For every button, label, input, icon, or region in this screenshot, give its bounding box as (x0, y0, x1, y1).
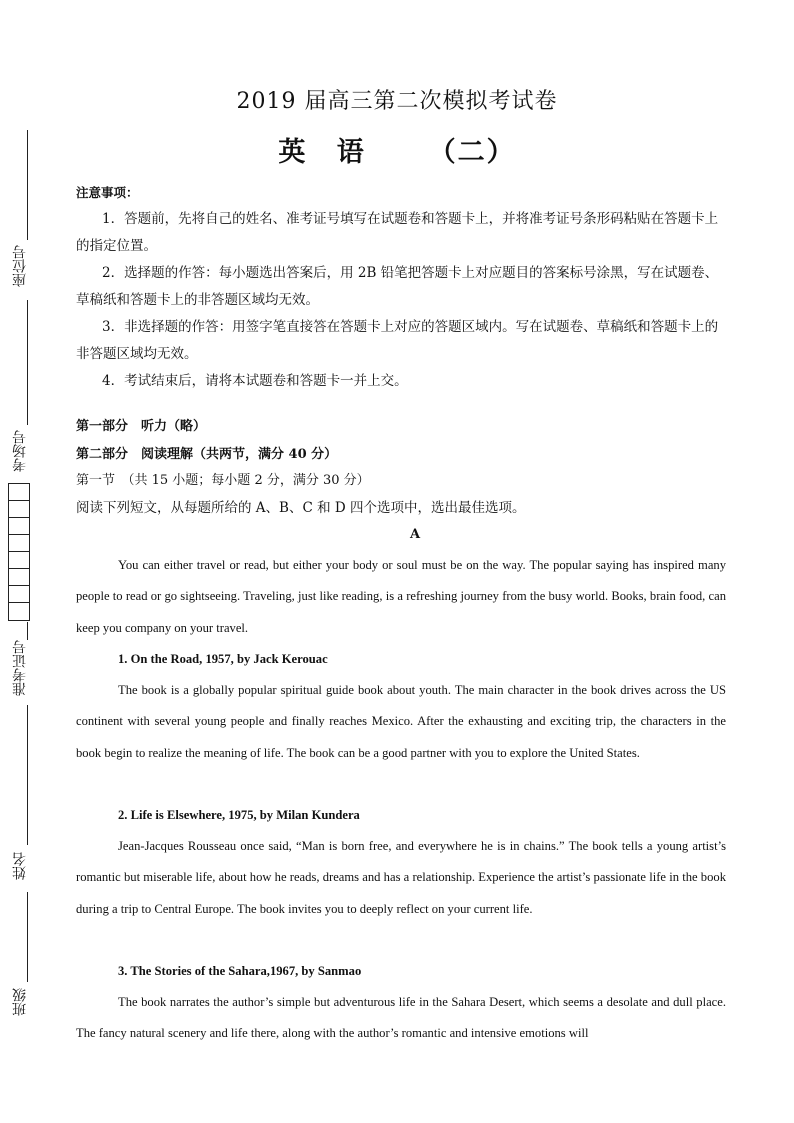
exam-room-grid (8, 483, 30, 621)
book-1-text: The book is a globally popular spiritual guide book about youth. The main character in the book drives across the US continent with several young people and finally reaches Mexico. After the exhausting and exciting trip, the characters in the book begin to realize the meaning of life. The book can be a good partner with you to explore the United States. (76, 683, 726, 760)
book-1-title: 1. On the Road, 1957, by Jack Kerouac (118, 652, 328, 666)
instruction-text: 阅读下列短文，从每题所给的 A、B、C 和 D 四个选项中，选出最佳选项。 (76, 500, 526, 516)
margin-line-examid (27, 705, 28, 845)
exam-room-label: 考场号 (12, 430, 28, 472)
notice-heading: 注意事项： (76, 185, 139, 200)
exam-id-label: 准考证号 (12, 640, 28, 696)
subject-label: 英 语 (278, 137, 366, 168)
notice-item-3: 3．非选择题的作答：用签字笔直接答在答题卡上对应的答题区域内。写在试题卷、草稿纸和答题卡上的非答题区域均无效。 (76, 319, 719, 362)
margin-line-seat (27, 300, 28, 425)
name-label: 姓名 (12, 852, 28, 880)
book-2-text: Jean-Jacques Rousseau once said, “Man is born free, and everywhere he is in chains.” The book tells a young artist’s romantic but miserable life, about how he reads, dreams and has a relationship. Experience the artist’s passionate life in the book during a trip to Central Europe. The book invites you to deeply reflect on your current life. (76, 839, 726, 916)
book-3-text: The book narrates the author’s simple but adventurous life in the Sahara Desert, which seems a desolate and dull place. The fancy natural scenery and life there, along with the author’s romantic and intensive emotions will (76, 995, 726, 1041)
notice-item-4: 4．考试结束后，请将本试题卷和答题卡一并上交。 (102, 373, 408, 389)
book-3-title: 3. The Stories of the Sahara,1967, by Sanmao (118, 964, 362, 978)
notice-item-1: 1．答题前，先将自己的姓名、准考证号填写在试题卷和答题卡上，并将准考证号条形码粘贴在答题卡上的指定位置。 (76, 211, 719, 254)
exam-title: 2019 届高三第二次模拟考试卷 (236, 89, 558, 114)
passage-label: A (409, 527, 421, 542)
part2-heading: 第二部分 阅读理解（共两节，满分 40 分） (76, 447, 338, 462)
notice-item-2: 2．选择题的作答：每小题选出答案后，用 2B 铅笔把答题卡上对应题目的答案标号涂黑，写在试题卷、草稿纸和答题卡上的非答题区域均无效。 (76, 265, 719, 308)
section1-heading: 第一节 （共 15 小题；每小题 2 分，满分 30 分） (76, 473, 370, 488)
part1-heading: 第一部分 听力（略） (76, 419, 207, 434)
margin-line-name (27, 892, 28, 982)
class-label: 班级 (12, 988, 28, 1016)
margin-line-room (27, 622, 28, 640)
book-2-title: 2. Life is Elsewhere, 1975, by Milan Kundera (118, 808, 360, 822)
volume-label: （二） (428, 137, 516, 168)
exam-subtitle (0, 130, 794, 169)
seat-number-label: 座位号 (12, 245, 28, 287)
passage-intro: You can either travel or read, but either your body or soul must be on the way. The popular saying has inspired many people to read or go sightseeing. Traveling, just like reading, is a refreshing journey from the busy world. Books, brain food, can keep you company on your travel. (76, 558, 726, 635)
